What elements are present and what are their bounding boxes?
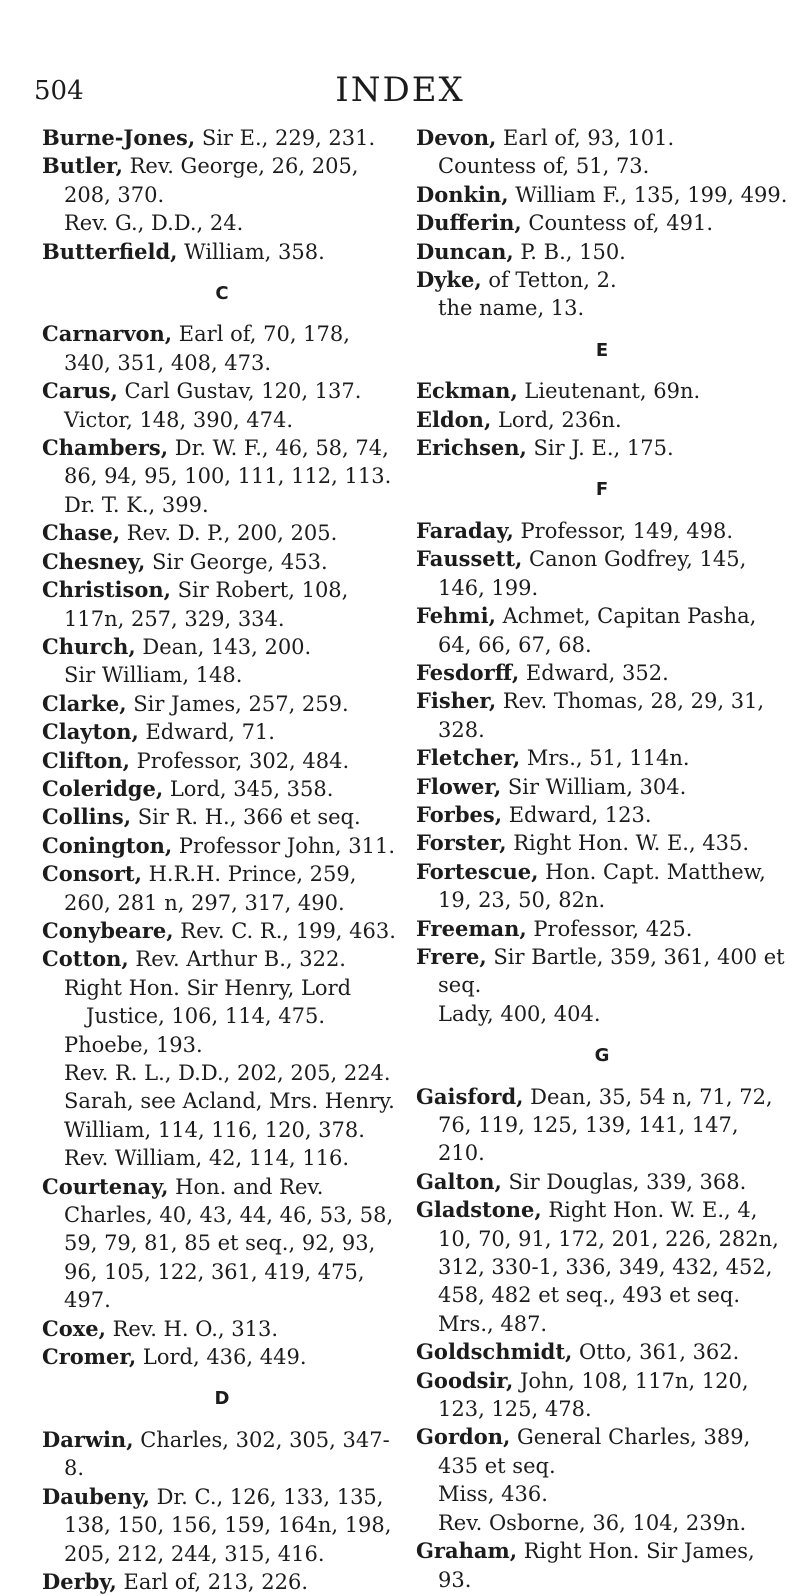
index-entry — [42, 320, 402, 377]
entry-name: Forster, — [416, 830, 507, 856]
entry-name: Faussett, — [416, 546, 523, 572]
entry-name: Church, — [42, 633, 136, 659]
entry-name: Eckman, — [416, 378, 518, 404]
index-subentry: Rev. R. L., D.D., 202, 205, 224. — [64, 1061, 391, 1085]
entry-references: P. B., 150. — [513, 239, 626, 264]
index-entry — [416, 858, 788, 915]
index-entry — [42, 238, 402, 266]
entry-references: Edward, 71. — [138, 720, 275, 745]
index-entry — [416, 434, 788, 462]
index-entry — [42, 1173, 402, 1315]
entry-references: Hon. Capt. Matthew, 19, 23, 50, 82n. — [438, 859, 766, 913]
entry-name: Fesdorff, — [416, 659, 520, 685]
entry-name: Freeman, — [416, 915, 527, 941]
index-entry — [416, 266, 788, 294]
index-subentry: Right Hon. Sir Henry, Lord Justice, 106, 114, 475. — [64, 975, 352, 1029]
index-entry — [42, 860, 402, 917]
section-letter: D — [214, 1388, 230, 1410]
index-entry — [416, 517, 788, 545]
entry-references: William F., 135, 199, 499. — [508, 182, 788, 207]
entry-name: Faraday, — [416, 517, 514, 543]
index-entry — [416, 545, 788, 602]
index-entry — [416, 1367, 788, 1424]
entry-references: Canon Godfrey, 145, 146, 199. — [438, 547, 747, 600]
section-letter: F — [595, 479, 609, 501]
entry-references: Dean, 143, 200. — [135, 634, 312, 659]
entry-references: Sir William, 304. — [501, 774, 687, 799]
index-entry — [42, 152, 402, 209]
entry-references: Lord, 436, 449. — [136, 1345, 307, 1370]
entry-name: Gordon, — [416, 1424, 511, 1450]
index-subentry: William, 114, 116, 120, 378. — [64, 1117, 365, 1142]
entry-references: Sir J. E., 175. — [526, 436, 674, 461]
index-subentry: Dr. T. K., 399. — [64, 492, 209, 517]
entry-references: Right Hon. W. E., 4, 10, 70, 91, 172, 201, 226, 282n, 312, 330-1, 336, 349, 432, 452, 458, 482 et seq., 493 et seq. — [438, 1198, 779, 1308]
index-entry — [42, 377, 402, 405]
entry-name: Coxe, — [42, 1315, 106, 1341]
entry-references: Earl of, 93, 101. — [496, 126, 675, 150]
entry-references: Carl Gustav, 120, 137. — [117, 379, 362, 404]
index-subentry: the name, 13. — [438, 296, 585, 321]
entry-references: Sir Robert, 108, 117n, 257, 329, 334. — [64, 578, 349, 631]
entry-name: Eldon, — [416, 406, 492, 432]
entry-name: Courtenay, — [42, 1173, 169, 1199]
entry-references: Charles, 302, 305, 347-8. — [64, 1427, 390, 1481]
index-subentry: Miss, 436. — [438, 1482, 548, 1507]
entry-name: Donkin, — [416, 181, 509, 207]
index-entry — [42, 690, 402, 718]
entry-references: Rev. H. O., 313. — [105, 1316, 278, 1341]
index-entry — [416, 377, 788, 405]
index-subentry: Sarah, see Acland, Mrs. Henry. — [64, 1089, 395, 1114]
index-entry — [416, 1537, 788, 1594]
entry-name: Cotton, — [42, 946, 129, 972]
entry-name: Chambers, — [42, 435, 169, 461]
index-entry — [42, 718, 402, 746]
index-entry — [42, 832, 402, 860]
entry-name: Collins, — [42, 804, 132, 830]
entry-references: Otto, 361, 362. — [572, 1340, 740, 1365]
index-entry — [416, 915, 788, 943]
entry-references: H.R.H. Prince, 259, 260, 281 n, 297, 317, 490. — [64, 862, 357, 915]
entry-references: Right Hon. Sir James, 93. — [438, 1539, 755, 1592]
index-subentry: Victor, 148, 390, 474. — [64, 407, 294, 432]
index-entry — [42, 1568, 402, 1596]
entry-references: Countess of, 491. — [521, 211, 714, 236]
index-entry — [416, 181, 788, 209]
entry-name: Coleridge, — [42, 775, 164, 801]
index-entry — [42, 519, 402, 547]
entry-name: Goodsir, — [416, 1367, 514, 1393]
entry-references: Dr. W. F., 46, 58, 74, 86, 94, 95, 100, 111, 112, 113. — [64, 436, 392, 489]
entry-name: Christison, — [42, 577, 171, 603]
entry-references: Professor John, 311. — [172, 833, 396, 858]
entry-references: Hon. and Rev. Charles, 40, 43, 44, 46, 53, 58, 59, 79, 81, 85 et seq., 92, 93, 96, 105, 122, 361, 419, 475, 497. — [64, 1174, 394, 1313]
entry-references: Lord, 236n. — [491, 407, 622, 432]
entry-references: Achmet, Capitan Pasha, 64, 66, 67, 68. — [438, 604, 757, 657]
index-entry — [416, 801, 788, 829]
entry-name: Dufferin, — [416, 210, 522, 236]
index-entry — [416, 773, 788, 801]
entry-references: Earl of, 213, 226. — [116, 1569, 308, 1594]
entry-references: William, 358. — [177, 239, 325, 264]
section-letter: E — [595, 339, 609, 361]
entry-name: Butler, — [42, 153, 123, 179]
entry-name: Clifton, — [42, 747, 130, 773]
entry-references: Sir R. H., 366 et seq. — [131, 805, 361, 830]
entry-name: Clarke, — [42, 690, 127, 716]
index-column-left — [42, 124, 402, 1596]
entry-name: Cromer, — [42, 1344, 137, 1370]
index-entry — [416, 1196, 788, 1310]
entry-references: Rev. Arthur B., 322. — [128, 947, 346, 972]
page-header — [0, 70, 800, 110]
entry-name: Conybeare, — [42, 917, 174, 943]
entry-references: Edward, 123. — [502, 802, 652, 827]
entry-references: Earl of, 70, 178, 340, 351, 408, 473. — [64, 322, 350, 375]
index-entry — [42, 775, 402, 803]
entry-name: Butterfield, — [42, 238, 178, 264]
index-subentry: Sir William, 148. — [64, 663, 243, 688]
index-entry — [416, 406, 788, 434]
index-entry — [416, 209, 788, 237]
index-entry — [416, 602, 788, 659]
index-entry — [416, 1423, 788, 1480]
index-entry — [42, 1315, 402, 1343]
entry-references: Professor, 302, 484. — [130, 748, 350, 773]
entry-name: Devon, — [416, 125, 497, 150]
index-entry — [42, 803, 402, 831]
entry-references: General Charles, 389, 435 et seq. — [438, 1425, 751, 1478]
entry-name: Fletcher, — [416, 745, 521, 771]
entry-references: Rev. George, 26, 205, 208, 370. — [64, 154, 359, 207]
index-entry — [416, 744, 788, 772]
entry-name: Fisher, — [416, 688, 497, 714]
entry-references: Dean, 35, 54 n, 71, 72, 76, 119, 125, 139, 141, 147, 210. — [438, 1084, 773, 1166]
entry-references: Sir Bartle, 359, 361, 400 et seq. — [438, 944, 785, 998]
entry-references: Mrs., 51, 114n. — [520, 746, 690, 771]
index-entry — [42, 945, 402, 973]
entry-references: Lieutenant, 69n. — [517, 379, 701, 404]
index-entry — [416, 1083, 788, 1168]
entry-name: Conington, — [42, 832, 173, 858]
entry-references: Sir Douglas, 339, 368. — [501, 1169, 747, 1194]
entry-name: Flower, — [416, 773, 502, 799]
entry-name: Erichsen, — [416, 435, 527, 461]
page-number: 504 — [34, 76, 84, 106]
section-letter: G — [594, 1045, 610, 1067]
entry-name: Fortescue, — [416, 858, 539, 884]
index-subentry: Mrs., 487. — [438, 1311, 548, 1336]
entry-references: Edward, 352. — [519, 660, 669, 685]
index-entry — [42, 124, 402, 152]
entry-name: Carus, — [42, 378, 118, 404]
entry-name: Dyke, — [416, 267, 482, 293]
entry-references: Professor, 425. — [526, 916, 693, 941]
entry-references: John, 108, 117n, 120, 123, 125, 478. — [438, 1368, 749, 1422]
entry-name: Forbes, — [416, 801, 503, 827]
index-subentry: Rev. William, 42, 114, 116. — [64, 1146, 350, 1171]
entry-references: Lord, 345, 358. — [163, 776, 334, 801]
index-entry — [416, 124, 788, 152]
index-entry — [416, 943, 788, 1000]
entry-name: Gaisford, — [416, 1083, 524, 1109]
index-entry — [42, 747, 402, 775]
entry-name: Goldschmidt, — [416, 1339, 573, 1365]
entry-name: Frere, — [416, 943, 487, 969]
entry-references: of Tetton, 2. — [481, 268, 617, 293]
entry-name: Chesney, — [42, 548, 146, 574]
entry-references: Professor, 149, 498. — [513, 518, 734, 543]
index-entry — [42, 633, 402, 661]
index-entry — [416, 1168, 788, 1196]
index-subentry: Countess of, 51, 73. — [438, 154, 650, 179]
entry-references: Dr. C., 126, 133, 135, 138, 150, 156, 159, 164n, 198, 205, 212, 244, 315, 416. — [64, 1484, 392, 1566]
entry-references: Sir James, 257, 259. — [126, 691, 349, 716]
index-entry — [42, 1426, 402, 1483]
index-entry — [42, 917, 402, 945]
index-subentry: Phoebe, 193. — [64, 1032, 203, 1057]
entry-name: Fehmi, — [416, 603, 496, 629]
running-title: INDEX — [335, 70, 465, 110]
index-subentry: Rev. Osborne, 36, 104, 239n. — [438, 1510, 747, 1535]
entry-name: Daubeny, — [42, 1483, 150, 1509]
index-entry — [42, 1483, 402, 1568]
index-subentry: Rev. G., D.D., 24. — [64, 211, 244, 236]
index-entry — [416, 238, 788, 266]
index-entry — [416, 659, 788, 687]
entry-name: Darwin, — [42, 1426, 134, 1452]
entry-name: Carnarvon, — [42, 321, 173, 347]
index-entry — [416, 1338, 788, 1366]
index-entry — [42, 576, 402, 633]
entry-references: Sir E., 229, 231. — [195, 126, 376, 150]
index-entry — [416, 829, 788, 857]
section-letter: C — [215, 283, 229, 305]
entry-name: Graham, — [416, 1538, 518, 1564]
entry-name: Chase, — [42, 520, 121, 546]
index-entry — [42, 434, 402, 491]
entry-name: Burne-Jones, — [42, 125, 196, 150]
index-entry — [42, 1343, 402, 1371]
entry-name: Duncan, — [416, 238, 514, 264]
index-entry — [416, 687, 788, 744]
index-column-right — [416, 124, 788, 1594]
entry-references: Rev. C. R., 199, 463. — [173, 918, 396, 943]
entry-name: Clayton, — [42, 719, 139, 745]
entry-references: Rev. D. P., 200, 205. — [120, 521, 338, 546]
entry-name: Derby, — [42, 1568, 117, 1594]
entry-name: Gladstone, — [416, 1197, 542, 1223]
entry-references: Right Hon. W. E., 435. — [506, 831, 750, 856]
entry-name: Consort, — [42, 861, 142, 887]
entry-references: Rev. Thomas, 28, 29, 31, 328. — [438, 689, 765, 742]
entry-references: Sir George, 453. — [145, 549, 328, 574]
entry-name: Galton, — [416, 1168, 502, 1194]
index-entry — [42, 548, 402, 576]
index-subentry: Lady, 400, 404. — [438, 1001, 601, 1026]
